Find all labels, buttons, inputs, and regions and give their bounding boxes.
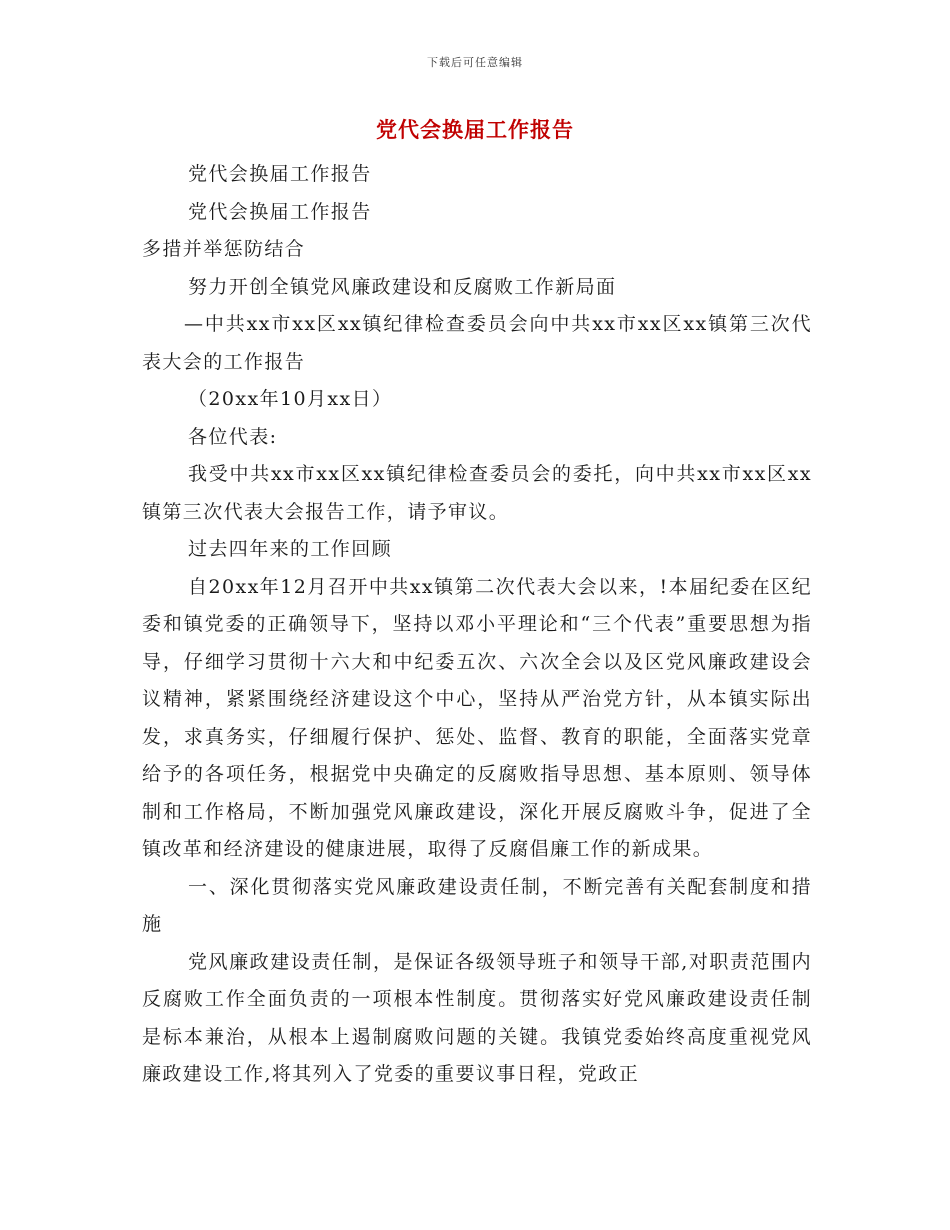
paragraph: 一、深化贯彻落实党风廉政建设责任制，不断完善有关配套制度和措施 [142, 875, 812, 935]
paragraph: 努力开创全镇党风廉政建设和反腐败工作新局面 [188, 275, 617, 298]
paragraph: 多措并举惩防结合 [142, 238, 306, 260]
header-note: 下载后可任意编辑 [427, 56, 523, 69]
paragraph: —中共xx市xx区xx镇纪律检查委员会向中共xx市xx区xx镇第三次代表大会的工作报告 [142, 313, 812, 373]
paragraph: 自20xx年12月召开中共xx镇第二次代表大会以来，!本届纪委在区纪委和镇党委的正确领导下，坚持以邓小平理论和“三个代表”重要思想为指导，仔细学习贯彻十六大和中纪委五次、六次全会以及区党风廉政建设会议精神，紧紧围绕经济建设这个中心，坚持从严治党方针，从本镇实际出发，求真务实，仔细履行保护、惩处、监督、教育的职能，全面落实党章给予的各项任务，根据党中央确定的反腐败指导思想、基本原则、领导体制和工作格局，不断加强党风廉政建设，深化开展反腐败斗争，促进了全镇改革和经济建设的健康进展，取得了反腐倡廉工作的新成果。 [142, 575, 812, 860]
paragraph: 党风廉政建设责任制，是保证各级领导班子和领导干部,对职责范围内反腐败工作全面负责的一项根本性制度。贯彻落实好党风廉政建设责任制是标本兼治，从根本上遏制腐败问题的关键。我镇党委始终高度重视党风廉政建设工作,将其列入了党委的重要议事日程，党政正 [142, 950, 812, 1085]
paragraph: 各位代表: [188, 425, 278, 448]
document-title: 党代会换届工作报告 [376, 117, 574, 142]
paragraph: 党代会换届工作报告 [188, 200, 372, 223]
paragraph: 党代会换届工作报告 [188, 163, 372, 185]
paragraph: （20xx年10月xx日） [188, 388, 393, 410]
paragraph: 我受中共xx市xx区xx镇纪律检查委员会的委托，向中共xx市xx区xx镇第三次代表大会报告工作，请予审议。 [142, 463, 812, 523]
document-body [142, 156, 812, 1094]
paragraph: 过去四年来的工作回顾 [188, 538, 393, 560]
